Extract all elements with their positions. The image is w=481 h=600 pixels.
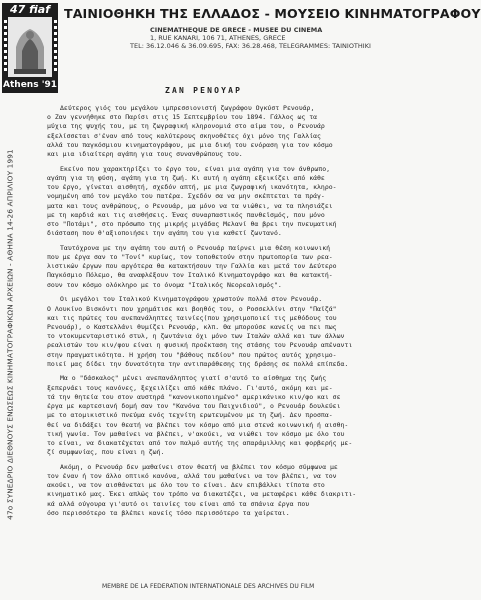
organization-address: 1, RUE KANARI, 106 71, ATHENES, GRECE — [150, 34, 286, 42]
text-line: Ακόμη, ο Ρενουάρ δεν μαθαίνει στον θεατή να βλέπει τον κόσμο σύμφωνα με — [60, 462, 338, 471]
text-line: το ντοκυμενταριστικό στυλ, η ζωντάνια όχι μόνο των Ιταλών αλλά και των άλλων — [47, 332, 345, 341]
text-line: ακούει, να τον αισθάνεται με όλο του το είναι. Δεν επιβάλλει τίποτα στο — [47, 481, 325, 490]
text-line: ξεπερνάει τους κανόνες, ξεχειλίζει από κάθε πλάνο. Γι'αυτό, ακόμη και με- — [47, 383, 333, 392]
text-line: του έργο, γίνεται αισθητή, σχεδόν απτή, με μια ζωγραφική ικανότητα, κληρο- — [47, 183, 337, 192]
text-line: και τις πρώτες του ανεπανάληπτες ταινίες(που χρησιμοποιεί τις μεθόδους του — [47, 313, 337, 322]
logo-illustration — [8, 17, 52, 77]
text-line: διάσταση που θ'αξιοποιήσει την αγάπη του για καθετί ζωντανό. — [47, 229, 282, 238]
text-line: Δεύτερος γιός του μεγάλου ιμπρεσσιονιστή ζωγράφου Ογκύστ Ρενουάρ, — [60, 104, 315, 112]
text-line: ζί συμφωνίας, που είναι η ζωή. — [47, 448, 165, 457]
organization-contact: TEL: 36.12.046 & 36.09.695, FAX: 36.28.468, TELEGRAMMES: TAINIOTHIKI — [130, 42, 371, 50]
text-line: ρεαλιστών του κιν/φου είναι η φυσική προέκταση της στάσης του Ρενουάρ απέναντι — [47, 341, 353, 350]
statue-icon — [8, 17, 52, 77]
text-line: κά αλλά ούγουρα γι'αυτό οι ταινίες του είναι από τα σπάνια έργα που — [47, 499, 310, 508]
text-line: ο Ζαν γεννήθηκε στο Παρίσι στις 15 Σεπτεμβρίου του 1894. Γάλλος ως τα — [47, 113, 318, 122]
text-line: μύχια της ψυχής του, με τη ζωγραφική κληρονομιά στο αίμα του, ο Ρενουάρ — [47, 122, 325, 131]
text-line: τον έναν ή τον άλλο οπτικό κανόνα, αλλά του μαθαίνει να τον βλέπει, να τον — [47, 472, 337, 481]
text-line: στην πραγματικότητα. Η χρήση του "βάθους πεδίου" που πρώτος αυτός χρησιμο- — [47, 350, 337, 359]
text-line: έργα με καρτεσιανή δομή σαν τον "Κανόνα του Παιχνιδιού", ο Ρενουάρ δουλεύει — [47, 402, 341, 411]
text-line: σουν τον κόσμο ολόκληρο με το όνομα "Ιταλικός Νεορεαλισμός". — [47, 280, 282, 289]
text-line: και μια ιδιαίτερη αγάπη για τους συνανθρώπους του. — [47, 150, 243, 159]
text-line: κινηματικό μας. Έκει απλώς τον τρόπο να διακατέζει, να μεταφέρει κάθε διακριτι- — [47, 490, 357, 499]
organization-title: ΤΑΙΝΙΟΘΗΚΗ ΤΗΣ ΕΛΛΑΔΟΣ - ΜΟΥΣΕΙΟ ΚΙΝΗΜΑΤΟΓΡΑΦΟΥ — [64, 6, 481, 21]
text-line: ματα και τους ανθρώπους, ο Ρενουάρ, μα μόνο να τα νιώθει, να τα πλησιάζει — [47, 201, 333, 210]
text-line: αγάπη για τη φύση, αγάπη για τη ζωή. Κι αυτή η αγάπη εξεικίζει από κάθε — [47, 173, 325, 182]
text-line: το είναι, να διακατέχεται από τον παλμό αυτής της απαράμιλλης και φορβερής με- — [47, 438, 353, 447]
text-line: με τη καρδιά και τις αισθήσεις. Ένας συναρπαστικός πανθεϊσμός, που μόνο — [47, 210, 325, 219]
paragraph — [47, 244, 421, 290]
text-line: νομημένη από τον μεγάλο του πατέρα. Σχεδόν σα να μην σκέπτεται τα πράγ- — [47, 192, 325, 201]
text-line: όσο περισσότερο τα βλέπει κανείς τόσο περισσότερο τα χαίρεται. — [47, 508, 290, 517]
paragraph — [47, 374, 421, 457]
document-body — [47, 104, 421, 524]
paragraph — [47, 463, 421, 518]
text-line: Παγκόσμιο Πόλεμο, θα αναφλέξουν τον Ιταλικό Κινηματογράφο και θα κατακτή- — [47, 271, 333, 280]
text-line: τά την θητεία του στον αυστηρά "κανονικοποιημένο" αμερικάνικο κιν/φο και σε — [47, 392, 341, 401]
text-line: με το ατομικιστικό πνεύμα ενός τεχνίτη ερωτευμένου με τη ζωή. Δεν προσπα- — [47, 411, 333, 420]
text-line: εξελίσσεται σ'έναν από τους καλύτερους σκηνοθέτες όχι μόνο της Γαλλίας — [47, 131, 321, 140]
text-line: θεί να διδάξει τον θεατή να βλέπει τον κόσμο από μια στενά κοινωνική ή αισθη- — [47, 420, 349, 429]
text-line: Ο Λουκίνο Βισκόντι που χρημάτισε και βοηθός του, ο Ροσσελλίνι στην "Παϊζά" — [47, 304, 337, 313]
logo-bottom-text: Athens '91 — [3, 80, 57, 90]
organization-subtitle: CINEMATHEQUE DE GRECE - MUSEE DU CINEMA — [150, 26, 323, 34]
text-line: Ρενουάρ), ο Καστελλάνι θυμίζει Ρενουάρ, κλπ. Θα μπορούσε κανείς να πει πως — [47, 322, 337, 331]
text-line: ποιεί μας δίδει την δυνατότητα την αντιπαράθεσης της δράσης σε πολλά επίπεδα. — [47, 359, 349, 368]
text-line: στο "Ποτάμι", στο πρόσωπο της μικρής μιγάδας Μελανί θα βρει την πνευματική — [47, 219, 337, 228]
text-line: λιστικών έργων που αργότερα θα κατακτήσουν την Γαλλία και μετά τον Δεύτερο — [47, 262, 337, 271]
text-line: τική γωνία. Τον μαθαίνει να βλέπει, ν'ακούει, να νιώθει τον κόσμο με όλο του — [47, 429, 345, 438]
fiaf-logo — [2, 3, 58, 93]
text-line: Ταυτόχρονα με την αγάπη του αυτή ο Ρενουάρ παίρνει μια θέση κοινωνική — [60, 243, 331, 252]
text-line: Εκείνο που χαρακτηρίζει το έργο του, είναι μια αγάπη για τον άνθρωπο, — [60, 164, 331, 173]
text-line: Οι μεγάλοι του Ιταλικού Κινηματογράφου χρωστούν πολλά στον Ρενουάρ. — [60, 295, 323, 304]
paragraph — [47, 104, 421, 159]
vertical-congress-caption: 47ο ΣΥΝΕΔΡΙΟ ΔΙΕΘΝΟΥΣ ΕΝΩΣΕΩΣ ΚΙΝΗΜΑΤΟΓΡΑΦΙΚΩΝ ΑΡΧΕΙΩΝ - ΑΘΗΝΑ 14-26 ΑΠΡΙΛΙΟΥ 1991 — [5, 149, 15, 520]
logo-top-text: 47 fiaf — [9, 3, 50, 16]
text-line: που με έργα σαν το "Τονί" κυρίως, τον τοποθετούν στην πρωτοπορία των ρεα- — [47, 253, 333, 262]
paragraph — [47, 295, 421, 369]
document-heading: ΖΑΝ ΡΕΝΟΥΑΡ — [165, 86, 243, 95]
film-sprockets-right — [52, 17, 58, 77]
footer-membership: MEMBRE DE LA FEDERATION INTERNATIONALE DES ARCHIVES DU FILM — [102, 583, 315, 590]
text-line: Μα ο "δάσκαλος" μένει ανεπανάληπτος γιατί σ'αυτό το αίσθημα της ζωής — [60, 374, 327, 383]
text-line: αλλά του παγκόσμιου κινηματογράφου, με μια δική του ενόραση για τον κόσμο — [47, 140, 333, 149]
paragraph — [47, 165, 421, 239]
